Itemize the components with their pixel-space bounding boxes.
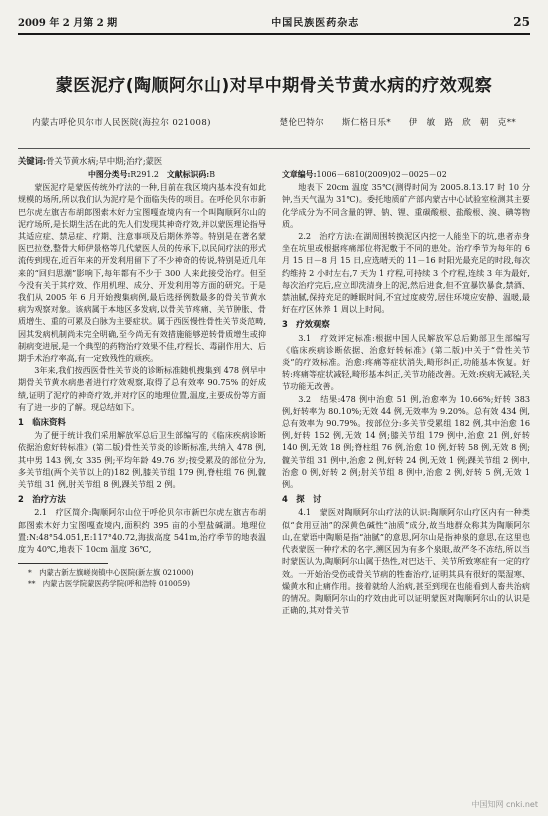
section-1-heading: 1 临床资料 (18, 417, 66, 428)
continued-paragraph: 地表下 20cm 温度 35℃(测得时间为 2005.8.13.17 时 10 分钟,当天气温为 31℃)。委托地质矿产部内蒙古中心试验室检测其主要化学成分为不同含量的钾、钠、锂、重碳酸根、盐酸根、溴、碘等物质。 (282, 182, 530, 229)
left-column (18, 169, 266, 616)
author-line (18, 116, 530, 128)
right-column (282, 169, 530, 616)
section-3-heading: 3 疗效观察 (282, 319, 330, 330)
section-4-heading: 4 探 讨 (282, 494, 322, 505)
keywords-text: 骨关节黄水病;早中期;治疗;蒙医 (45, 156, 163, 166)
issue-date: 2009 年 2 月第 2 期 (18, 18, 118, 29)
article-id-label: 文章编号: (282, 170, 317, 179)
treatment-method-paragraph: 2.2 治疗方法:在湖周围转换泥区内挖一人能坐下的坑,患者赤身坐在坑里或根据疼痛部位将泥敷于不同的患处。治疗季节为每年的 6 月 15 日－8 月 15 日,应选晴天的 11－16 时阳光最充足的时段,每次约维持 2 小时左右,7 天为 1 疗程,可持续 3 个疗程,连续 3 年为最好,每次治疗完后,应立即洗清身上的泥,然后进食,但不宜暴饮暴食,禁酒、禁油腻,保持充足的睡眠时间,不宜过度疲劳,居住环境应安静、温暖,最好在疗区休养 1 周以上时间。 (282, 231, 530, 315)
article-body (18, 169, 530, 616)
keywords-label: 关键词: (18, 156, 46, 166)
article-id-value: 1006－6810(2009)02－0025－02 (316, 170, 447, 179)
classification-line (18, 169, 266, 181)
discussion-paragraph: 4.1 蒙医对陶顺阿尔山疗法的认识:陶顺阿尔山疗区内有一种类似“食用豆油”的深黄色碱性“油质”成分,故当地群众称其为陶顺阿尔山,在蒙语中陶顺是指“油腻”的意思,阿尔山是指神泉的意思,在这里也代表蒙医一种疗术的名字,溯区因为有多个泉眼,故严冬不冻结,所以当时蒙医认为,陶顺阿尔山属于热性,对巴达干、关节所致寒症有一定的疗效。一开始治受伤或骨关节病的牲畜治疗,证明其具有很好的渠湿寒、燥黄水和止痛作用。接着就给人治病,甚至到现在也能看到人畜共治病的情况。陶顺阿尔山的疗效由此可以证明蒙医对陶顺阿尔山的认识是正确的,其对骨关节 (282, 507, 530, 616)
article-title: 蒙医泥疗(陶顺阿尔山)对早中期骨关节黄水病的疗效观察 (55, 76, 493, 96)
clc-value: R291.2 (130, 170, 159, 179)
doc-code-value: B (209, 170, 215, 179)
evaluation-criteria-paragraph: 3.1 疗效评定标准:根据中国人民解放军总后勤部卫生部编写《临床疾病诊断依据、治愈好转标准》(第二版)中关于“骨性关节炎”的疗效标准。治愈:疼痛等症状消失,畸形纠正,功能基本恢复。好转:疼痛等症状减轻,畸形基本纠正,关节功能改善。无效:疾病无减轻,关节功能无改善。 (282, 332, 530, 392)
footnote-divider (18, 563, 108, 564)
doc-code-label: 文献标识码: (166, 170, 210, 179)
page-header (18, 14, 530, 35)
section-2-paragraph: 2.1 疗区简介:陶顺阿尔山位于呼伦贝尔市新巴尔虎左旗吉布胡郎图索木好力宝图嘎查境内,面积约 395 亩的小型盐碱湖。地理位置:N:48°54.051,E:117°40.72,海拔高度 541m,治疗季节的地表温度为 40℃,地表下 10cm 温度 36℃, (18, 507, 266, 555)
page-number: 25 (513, 15, 530, 29)
keywords (18, 155, 530, 167)
footnote-2: ** 内蒙古医学院蒙医药学院(呼和浩特 010059) (28, 579, 190, 589)
watermark-text: 中国知网 cnki.net (471, 800, 538, 809)
intro-paragraph-1: 蒙医泥疗是蒙医传统外疗法的一种,目前在我区境内基本没有如此规模的场所,所以我们认为泥疗是个面临失传的项目。在呼伦贝尔市新巴尔虎左旗吉布胡郎图索木好力宝图嘎查境内有一个叫陶顺阿尔山的泥疗场所,是长期生活在此的先人们发现其神奇疗效,并以蒙医理论指导其适应症、禁忌症、疗期、注意事项及后期休养等。特别是在著名蒙医巴拉登,整骨大师伊景格等几代蒙医人员的传承下,以民间疗法的形式流传到现在,近百年来的开发利用留下了不少神奇的传说,特别是近几年来的“回归思潮”影响下,每年都有不少于 300 人来此接受治疗。但至今没有关于其疗效、作用机理、成分、开发利用等方面的研究。于是我们从 2005 年 6 月开始搜集病例,最后选择例数最多的骨关节黄水病为观察对象。该病属于本地区多发病,以骨关节疼痛、关节肿胀、骨质增生、重的可累及白脉为主要症状。属于西医慢性骨性关节炎范畴,因其发病机制尚未完全明确,至今尚无有效措施能够逆转骨质增生或抑制病变进展,是一个典型的药物治疗效果不佳,疗程长、毒副作用大、后期手术治疗率高,有一定致残性的顽疾。 (18, 182, 266, 364)
article-id-line (282, 169, 530, 181)
section-2-heading: 2 治疗方法 (18, 494, 66, 505)
author-affiliation: 内蒙古呼伦贝尔市人民医院(海拉尔 021008) (32, 118, 211, 128)
footnote-1: * 内蒙古新左旗嵯岗镇中心医院(新左旗 021000) (28, 568, 194, 578)
author-names: 楚伦巴特尔 斯仁格日乐* 伊 敏 路 欣 朝 克** (279, 118, 516, 128)
clc-label: 中图分类号: (88, 170, 131, 179)
divider (18, 148, 530, 149)
journal-name: 中国民族医药杂志 (271, 18, 360, 29)
intro-paragraph-2: 3年来,我们按西医骨性关节炎的诊断标准随机搜集到 478 例早中期骨关节黄水病患者进行疗效观察,取得了总有效率 90.75% 的好成绩,证明了泥疗的神奇疗效,并对疗区的地理位置,温度,主要成份等方面有了进一步的了解。现总结如下。 (18, 365, 266, 412)
section-1-paragraph: 为了便于统计我们采用解放军总后卫生部编写的《临床疾病诊断依据治愈好转标准》(第二版)骨性关节炎的诊断标准,共纳入 478 例,其中男 143 例,女 335 例;平均年龄 49.76 岁;按受累及的部位分为,多关节组(两个关节以上的)182 例,膝关节组 179 例,脊柱组 76 例,髋关节组 31 例,肘关节组 8 例,踝关节组 2 例。 (18, 430, 266, 490)
results-paragraph: 3.2 结果:478 例中治愈 51 例,治愈率为 10.66%;好转 383 例,好转率为 80.10%;无效 44 例,无效率为 9.20%。总有效 434 例,总有效率为 90.79%。按部位分:多关节受累组 182 例,其中治愈 16 例,好转 152 例,无效 14 例;膝关节组 179 例中,治愈 21 例,好转 140 例,无效 18 例;脊柱组 76 例,治愈 10 例,好转 58 例,无效 8 例;髋关节组 31 例中,治愈 2 例,好转 24 例,无效 1 例;踝关节组 2 例中,治愈 0 例,好转 2 例;肘关节组 8 例中,治愈 2 例,好转 5 例,无效 1 例。 (282, 393, 530, 490)
